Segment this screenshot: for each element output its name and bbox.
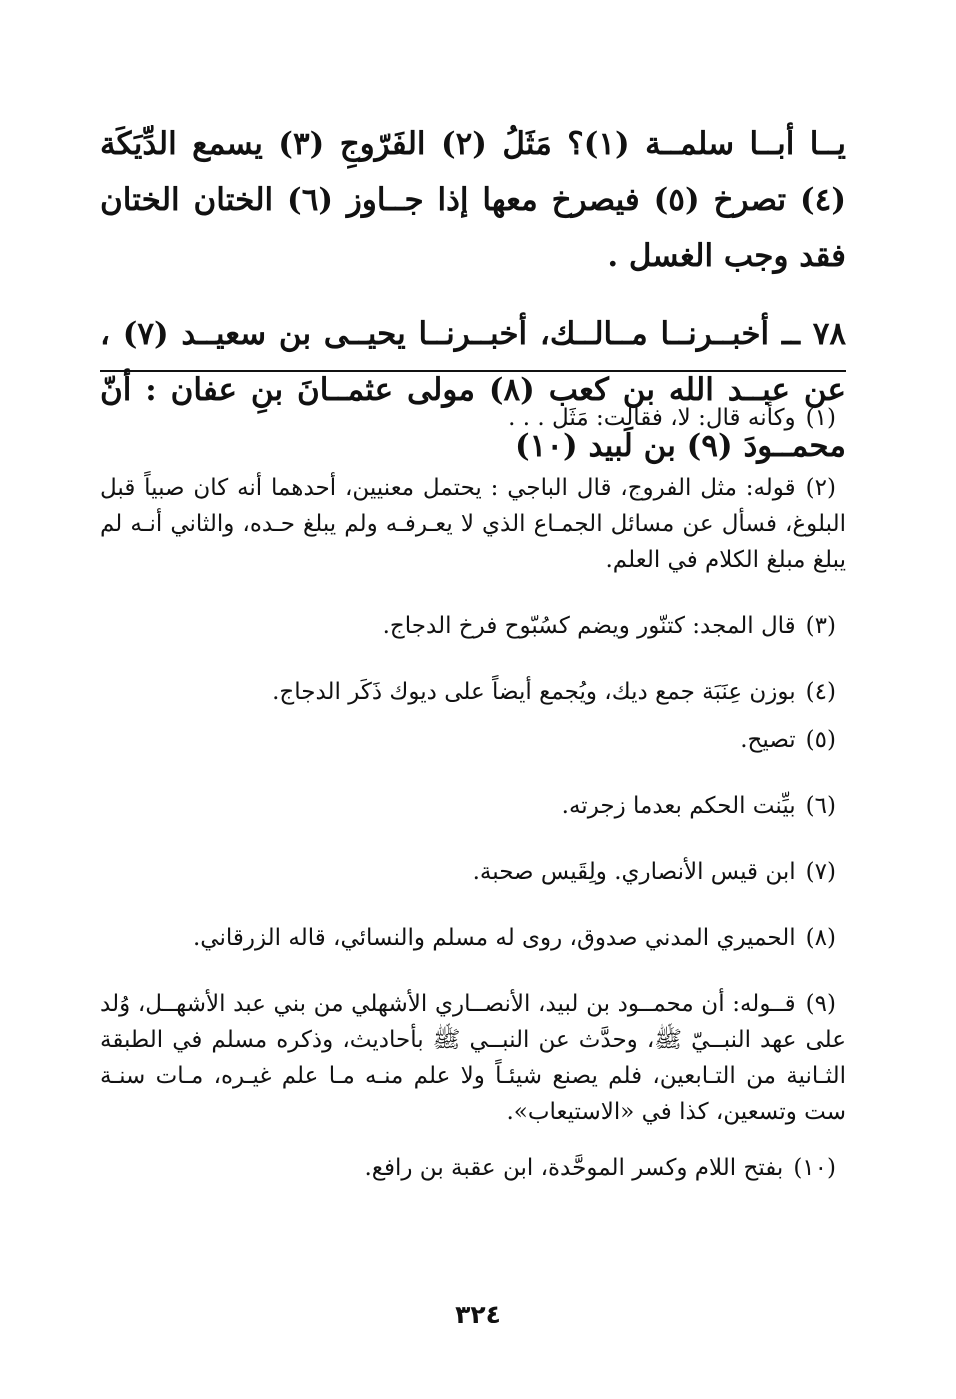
footnote-number: (٥) bbox=[805, 727, 836, 753]
footnote-number: (٦) bbox=[805, 793, 836, 819]
footnote-3 bbox=[100, 608, 846, 644]
main-paragraph-1: يــا أبــا سلمــة (١)؟ مَثَلُ (٢) الفَرّوجِ (٣) يسمع الدِّيَكَة (٤) تصرخ (٥) فيصرخ معها إذا جــاوز (٦) الختان الختان فقد وجب الغسل . bbox=[100, 126, 847, 274]
footnote-10 bbox=[100, 1150, 846, 1186]
footnote-text: وكأنه قال: لا، فقالت: مَثَل . . . bbox=[508, 405, 796, 431]
footnote-text: الحميري المدني صدوق، روى له مسلم والنسائي، قاله الزرقاني. bbox=[192, 925, 796, 951]
footnote-8 bbox=[100, 920, 846, 956]
footnote-text: بيِّنت الحكم بعدما زجرته. bbox=[561, 793, 796, 819]
footnote-number: (٨) bbox=[805, 925, 836, 951]
footnote-text: تصيح. bbox=[740, 727, 796, 753]
footnote-number: (٢) bbox=[805, 475, 836, 501]
footnote-4 bbox=[100, 674, 846, 710]
footnote-number: (١) bbox=[805, 405, 836, 431]
footnote-text: ابن قيس الأنصاري. ولِقَيس صحبة. bbox=[472, 859, 796, 885]
footnote-number: (٣) bbox=[805, 613, 836, 639]
footnotes bbox=[100, 388, 846, 1186]
footnote-text: بوزن عِنَبَة جمع ديك، ويُجمع أيضاً على ديوك ذَكَر الدجاج. bbox=[272, 679, 796, 705]
footnote-text: قــوله: أن محمــود بن لبيد، الأنصــاري الأشهلي من بني عبد الأشهــل، وُلد على عهد النبــيّ ﷺ، وحدَّث عن النبــي ﷺ بأحاديث، وذكره مسلم في الطبقة الثـانية من التـابعين، فلم يصنع شيئـاً ولا علم منـه مـا علم غيـره، مـات سنـة ست وتسعين، كذا في «الاستيعاب». bbox=[100, 991, 846, 1125]
footnote-5 bbox=[100, 722, 846, 758]
footnote-number: (٩) bbox=[805, 991, 836, 1017]
footnote-text: قال المجد: كتنّور ويضم كسُبّوح فرخ الدجاج. bbox=[382, 613, 796, 639]
footnote-divider bbox=[100, 370, 846, 372]
footnote-text: قوله: مثل الفروج، قال الباجي : يحتمل معنيين، أحدهما أنه كان صبياً قبل البلوغ، فسأل عن مسائل الجمـاع الذي لا يعـرفـه ولم يبلغ حـده، والثاني أنـه لم يبلغ مبلغ الكلام في العلم. bbox=[100, 475, 846, 573]
footnote-number: (٤) bbox=[805, 679, 836, 705]
footnote-1 bbox=[100, 400, 846, 436]
footnote-number: (٧) bbox=[805, 859, 836, 885]
page-number: ٣٢٤ bbox=[455, 1300, 501, 1329]
main-paragraph-2-hadith-78: ٧٨ ــ أخبــرنــا مــالــك، أخبــرنــا يحيــى بن سعيــد (٧) ، عن عبــد الله بن كعب (٨) مولى عثمــانَ بنِ عفان : أنّ محمــودَ (٩) بن لَبيد (١٠) bbox=[100, 316, 847, 464]
footnote-9 bbox=[100, 986, 846, 1130]
footnote-2 bbox=[100, 470, 846, 578]
footnote-7 bbox=[100, 854, 846, 890]
footnote-number: (١٠) bbox=[793, 1155, 836, 1181]
footnote-6 bbox=[100, 788, 846, 824]
footnote-text: بفتح اللام وكسر الموحَّدة، ابن عقبة بن رافع. bbox=[364, 1155, 784, 1181]
